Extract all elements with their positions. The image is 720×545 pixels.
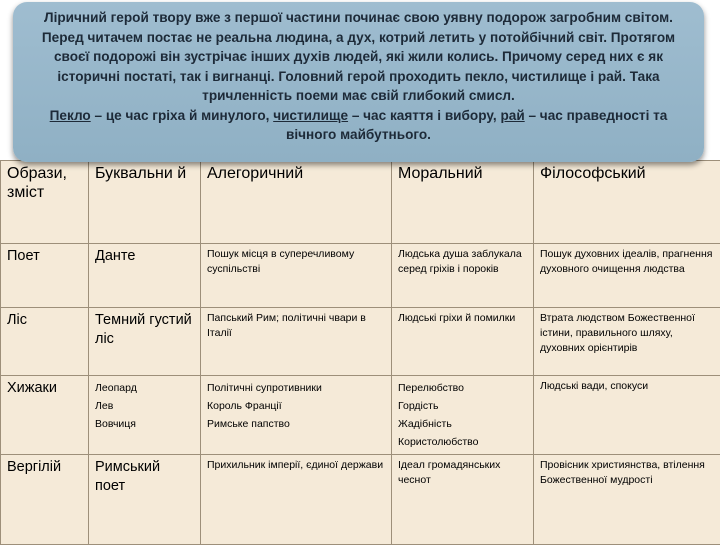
- cell-literal: Темний густий ліс: [89, 308, 201, 376]
- cell-image: Хижаки: [1, 376, 89, 455]
- cell-image: Ліс: [1, 308, 89, 376]
- hell-definition: – це час гріха й минулого,: [91, 108, 273, 123]
- moral-item: Гордість: [398, 397, 527, 415]
- cell-literal: Римський поет: [89, 455, 201, 545]
- header-literal: Буквальни й: [89, 161, 201, 244]
- table-header-row: [1, 161, 720, 244]
- header-moral: Моральний: [392, 161, 534, 244]
- intro-banner: [13, 2, 704, 162]
- moral-item: Жадібність: [398, 415, 527, 433]
- cell-moral: Людська душа заблукала серед гріхів і пороків: [392, 244, 534, 308]
- cell-allegorical: [201, 376, 392, 455]
- header-image: Образи, зміст: [1, 161, 89, 244]
- cell-allegorical: Папський Рим; політичні чвари в Італії: [201, 308, 392, 376]
- cell-philosophical: Втрата людством Божественної істини, правильного шляху, духовних орієнтирів: [534, 308, 720, 376]
- moral-item: Користолюбство: [398, 433, 527, 451]
- purgatory-definition: – час каяття і вибору,: [348, 108, 500, 123]
- hell-term: Пекло: [50, 108, 91, 123]
- cell-philosophical: Провісник християнства, втілення Божественної мудрості: [534, 455, 720, 545]
- cell-moral: Ідеал громадянських чеснот: [392, 455, 534, 545]
- cell-literal: [89, 376, 201, 455]
- definitions-line: [23, 106, 694, 145]
- cell-allegorical: Прихильник імперії, єдиної держави: [201, 455, 392, 545]
- allegorical-item: Римське папство: [207, 415, 385, 433]
- moral-item: Перелюбство: [398, 379, 527, 397]
- cell-moral: Людські гріхи й помилки: [392, 308, 534, 376]
- paradise-term: рай: [500, 108, 524, 123]
- table-row: [1, 455, 720, 545]
- intro-text: Ліричний герой твору вже з першої частини починає свою уявну подорож загробним світом. Перед читачем постає не реальна людина, а дух, котрий летить у потойбічний світ. Протягом своєї подорожі він зустрічає інших духів людей, які жили колись. Причому серед них є як історичні постаті, так і вигнанці. Головний герой проходить пекло, чистилище і рай. Така тричленність поеми має свій глибокий смисл.: [23, 8, 694, 106]
- header-allegorical: Алегоричний: [201, 161, 392, 244]
- table-row: [1, 244, 720, 308]
- cell-image: Поет: [1, 244, 89, 308]
- literal-item: Лев: [95, 397, 194, 415]
- cell-philosophical: Людські вади, спокуси: [534, 376, 720, 455]
- allegorical-item: Король Франції: [207, 397, 385, 415]
- allegorical-item: Політичні супротивники: [207, 379, 385, 397]
- purgatory-term: чистилище: [273, 108, 348, 123]
- header-philosophical: Філософський: [534, 161, 720, 244]
- literal-item: Леопард: [95, 379, 194, 397]
- cell-allegorical: Пошук місця в суперечливому суспільстві: [201, 244, 392, 308]
- table-row: [1, 376, 720, 455]
- literal-item: Вовчиця: [95, 415, 194, 433]
- paradise-definition: – час праведності та вічного майбутнього.: [286, 108, 667, 143]
- cell-literal: Данте: [89, 244, 201, 308]
- cell-image: Вергілій: [1, 455, 89, 545]
- cell-philosophical: Пошук духовних ідеалів, прагнення духовного очищення людства: [534, 244, 720, 308]
- cell-moral: [392, 376, 534, 455]
- table-row: [1, 308, 720, 376]
- symbols-table: [0, 160, 720, 545]
